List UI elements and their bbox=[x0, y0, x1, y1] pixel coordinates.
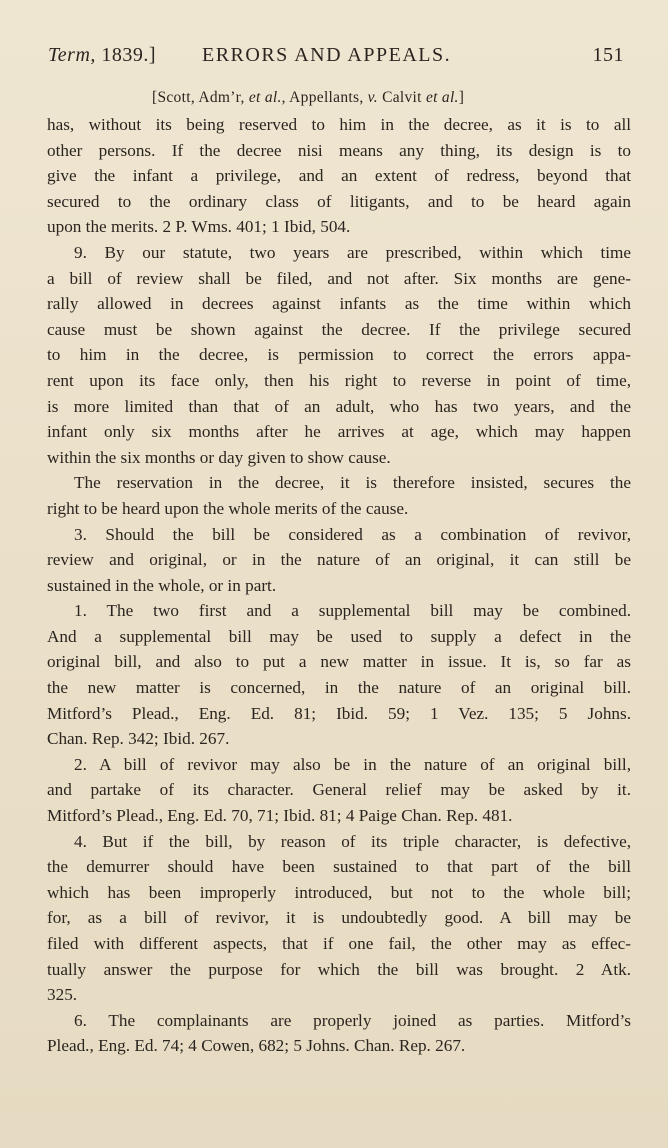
running-head-year: 1839.] bbox=[95, 44, 157, 66]
text-line: cause must be shown against the decree. If the privilege secured bbox=[47, 319, 631, 339]
running-head-term bbox=[48, 44, 156, 67]
text-line: rent upon its face only, then his right to reverse in point of time, bbox=[47, 370, 631, 390]
text-line: and partake of its character. General relief may be asked by it. bbox=[47, 780, 631, 800]
caption-et-al-2: et al. bbox=[425, 89, 459, 106]
text-line: other persons. If the decree nisi means any thing, its design is to bbox=[47, 140, 631, 160]
text-line: for, as a bill of revivor, it is undoubtedly good. A bill may be bbox=[47, 908, 631, 928]
running-head-title: ERRORS AND APPEALS. bbox=[202, 44, 452, 66]
caption-et-al-1: et al. bbox=[248, 89, 282, 106]
text-line: is more limited than that of an adult, who has two years, and the bbox=[47, 396, 631, 416]
text-line: Mitford’s Plead., Eng. Ed. 81; Ibid. 59; 1 Vez. 135; 5 Johns. bbox=[47, 703, 631, 723]
running-head-term-italic: Term, bbox=[48, 44, 96, 66]
text-line: a bill of review shall be filed, and not after. Six months are gene- bbox=[47, 268, 631, 288]
text-line: 4. But if the bill, by reason of its triple character, is defective, bbox=[74, 831, 631, 851]
text-line: right to be heard upon the whole merits of the cause. bbox=[47, 498, 409, 518]
text-line: give the infant a privilege, and an extent of redress, beyond that bbox=[47, 166, 631, 186]
text-line: 9. By our statute, two years are prescribed, within which time bbox=[74, 242, 631, 262]
text-line: 1. The two first and a supplemental bill may be combined. bbox=[74, 601, 631, 621]
text-line: 325. bbox=[47, 985, 78, 1005]
text-line: Plead., Eng. Ed. 74; 4 Cowen, 682; 5 Johns. Chan. Rep. 267. bbox=[47, 1036, 466, 1056]
case-caption bbox=[152, 89, 532, 107]
text-line: upon the merits. 2 P. Wms. 401; 1 Ibid, 504. bbox=[47, 217, 351, 237]
text-line: the demurrer should have been sustained to that part of the bill bbox=[47, 857, 631, 877]
text-line: tually answer the purpose for which the bill was brought. 2 Atk. bbox=[47, 959, 631, 979]
text-line: Chan. Rep. 342; Ibid. 267. bbox=[47, 729, 230, 749]
caption-mid: , Appellants, bbox=[281, 89, 368, 106]
text-line: the new matter is concerned, in the nature of an original bill. bbox=[47, 678, 631, 698]
text-line: review and original, or in the nature of an original, it can still be bbox=[47, 550, 631, 570]
text-line: rally allowed in decrees against infants as the time within which bbox=[47, 294, 631, 314]
text-line: which has been improperly introduced, but not to the whole bill; bbox=[47, 882, 631, 902]
text-line: The reservation in the decree, it is therefore insisted, secures the bbox=[74, 473, 631, 493]
caption-versus: v. bbox=[367, 89, 378, 106]
text-line: has, without its being reserved to him in the decree, as it is to all bbox=[47, 115, 631, 134]
text-line: 6. The complainants are properly joined as parties. Mitford’s bbox=[74, 1010, 631, 1030]
body-text bbox=[47, 112, 631, 1059]
caption-close: ] bbox=[458, 89, 465, 106]
text-line: sustained in the whole, or in part. bbox=[47, 575, 277, 595]
text-line: And a supplemental bill may be used to supply a defect in the bbox=[47, 626, 631, 646]
text-line: Mitford’s Plead., Eng. Ed. 70, 71; Ibid. 81; 4 Paige Chan. Rep. 481. bbox=[47, 806, 513, 826]
text-line: 3. Should the bill be considered as a combination of revivor, bbox=[74, 524, 631, 544]
text-line: original bill, and also to put a new matter in issue. It is, so far as bbox=[47, 652, 631, 672]
text-line: to him in the decree, is permission to correct the errors appa- bbox=[47, 345, 631, 365]
caption-name: Calvit bbox=[377, 89, 426, 106]
text-line: within the six months or day given to show cause. bbox=[47, 447, 391, 467]
text-line: 2. A bill of revivor may also be in the nature of an original bill, bbox=[74, 754, 631, 774]
text-line: filed with different aspects, that if one fail, the other may as effec- bbox=[47, 934, 631, 953]
page-number: 151 bbox=[592, 44, 624, 66]
text-line: infant only six months after he arrives at age, which may happen bbox=[47, 422, 631, 442]
text-line: secured to the ordinary class of litigants, and to be heard again bbox=[47, 191, 631, 211]
caption-open: [Scott, Adm’r, bbox=[152, 89, 249, 106]
running-header bbox=[48, 44, 632, 72]
